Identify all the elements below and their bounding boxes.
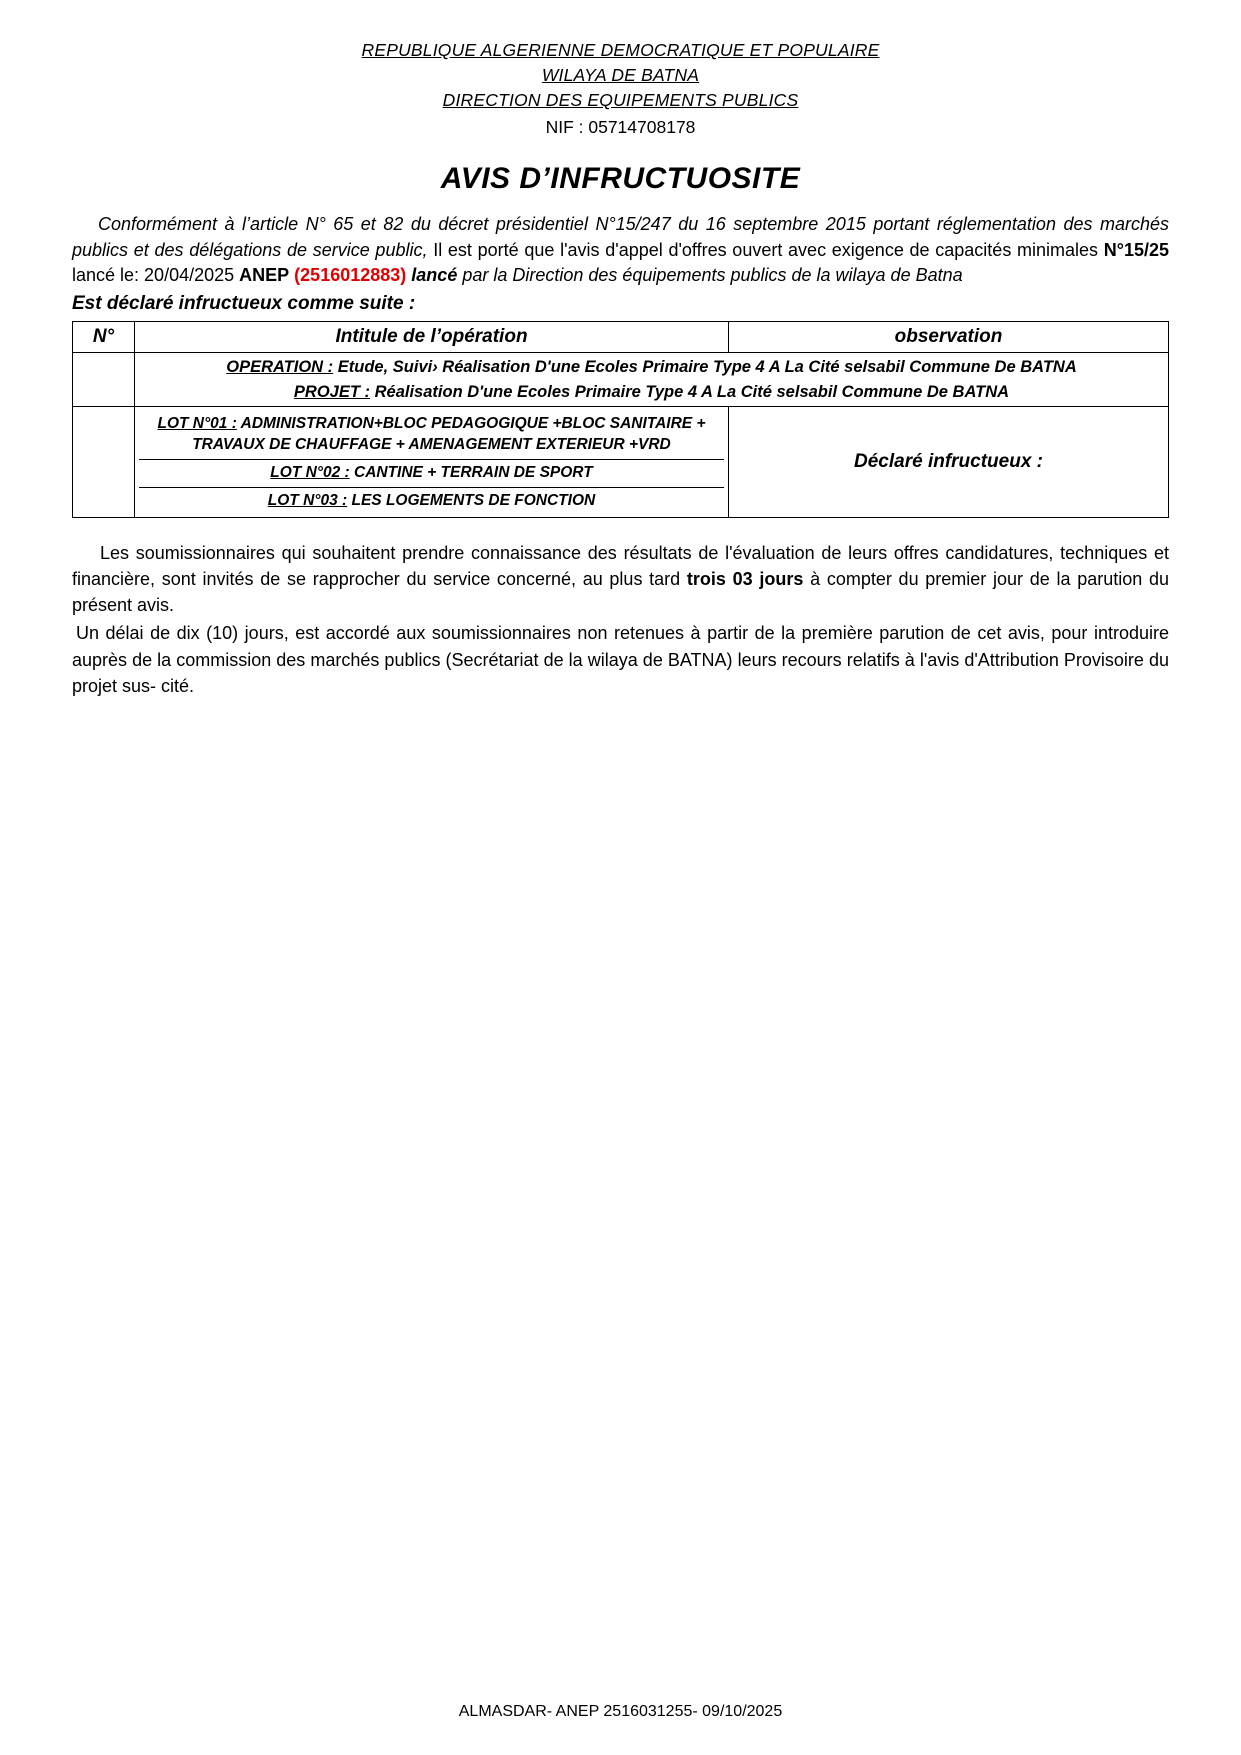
column-header-observation: observation	[729, 321, 1169, 352]
lots-cell	[135, 407, 729, 518]
lot-row	[139, 409, 724, 459]
lots-table	[139, 409, 724, 515]
page-title: AVIS D’INFRUCTUOSITE	[440, 162, 801, 196]
intro-anep-label: ANEP	[239, 265, 290, 286]
lot-1-text: ADMINISTRATION+BLOC PEDAGOGIQUE +BLOC SANITAIRE + TRAVAUX DE CHAUFFAGE + AMENAGEMENT EXTERIEUR +VRD	[192, 415, 706, 454]
body-paragraph-2: Un délai de dix (10) jours, est accordé aux soumissionnaires non retenues à partir de la première parution de cet avis, pour introduire auprès de la commission des marchés publics (Secrétariat de la wilaya de BATNA) leurs recours relatifs à l'avis d'Attribution Provisoire du projet sus- cité.	[72, 623, 1169, 696]
header-line-republic: REPUBLIQUE ALGERIENNE DEMOCRATIQUE ET POPULAIRE	[361, 40, 880, 60]
lot-row	[139, 488, 724, 515]
intro-anep-number: (2516012883)	[294, 265, 407, 286]
intro-part-2: Il est porté que l'avis d'appel d'offres ouvert avec exigence de capacités minimales	[433, 239, 1104, 260]
lot-3-text: LES LOGEMENTS DE FONCTION	[347, 492, 596, 510]
observation-cell: Déclaré infructueux :	[729, 407, 1169, 518]
projet-line	[139, 380, 1164, 405]
header-line-direction: DIRECTION DES EQUIPEMENTS PUBLICS	[442, 90, 799, 111]
lot-1-cell	[139, 409, 724, 459]
body-text	[72, 540, 1169, 699]
lot-2-cell	[139, 460, 724, 488]
lot-1-label: LOT N°01 :	[157, 415, 237, 433]
table-header-row	[73, 321, 1169, 352]
projet-text: Réalisation D'une Ecoles Primaire Type 4 A La Cité selsabil Commune De BATNA	[370, 382, 1010, 401]
document-header	[72, 38, 1169, 140]
intro-part-4: par la Direction des équipements publics de la wilaya de Batna	[457, 265, 963, 286]
lot-3-cell	[139, 488, 724, 515]
lot-2-label: LOT N°02 :	[270, 464, 350, 482]
header-line-direction-row	[72, 88, 1169, 113]
row-number-cell-empty-2	[73, 407, 135, 518]
lot-row	[139, 460, 724, 488]
operations-table	[72, 321, 1169, 518]
operation-project-cell	[135, 352, 1169, 407]
intro-paragraph	[72, 212, 1169, 289]
lot-2-text: CANTINE + TERRAIN DE SPORT	[349, 464, 593, 482]
intro-tender-number: N°15/25	[1103, 239, 1170, 260]
body-p1-part-a: Les soumissionnaires qui souhaitent prendre connaissance des résultats de l'évaluation de leurs offres candidatures, techniques et financière, sont invités de se rapprocher du service concerné, au plus tard	[72, 543, 1169, 590]
body-paragraph-1	[72, 540, 1169, 618]
operation-text: Etude, Suivi› Réalisation D'une Ecoles Primaire Type 4 A La Cité selsabil Commune De BATNA	[333, 357, 1077, 376]
intro-part-1: Conformément à l’article N° 65 et 82 du décret présidentiel N°15/247 du 16 septembre 2015 portant réglementation des marchés publics et des délégations de service public,	[72, 214, 1169, 260]
header-nif: NIF : 05714708178	[545, 117, 696, 138]
page-footer: ALMASDAR- ANEP 2516031255- 09/10/2025	[458, 1703, 783, 1720]
column-header-number: N°	[73, 321, 135, 352]
intro-lance-label: lancé	[411, 265, 458, 286]
header-nif-row	[72, 113, 1169, 140]
table-row	[73, 407, 1169, 518]
column-header-intitule: Intitule de l’opération	[135, 321, 729, 352]
declared-infructueux-line: Est déclaré infructueux comme suite :	[72, 292, 416, 314]
operation-label: OPERATION :	[226, 357, 334, 376]
intro-part-3: lancé le: 20/04/2025	[72, 265, 240, 286]
body-p1-part-c: à compter du premier jour de la parution du présent avis.	[72, 569, 1169, 616]
lot-3-label: LOT N°03 :	[267, 492, 348, 510]
body-p1-delay: trois 03 jours	[686, 569, 804, 590]
header-line-wilaya: WILAYA DE BATNA	[541, 65, 700, 86]
header-line-republic-row	[72, 38, 1169, 63]
table-row	[73, 352, 1169, 407]
operation-line	[139, 355, 1164, 380]
header-line-wilaya-row	[72, 63, 1169, 88]
row-number-cell-empty	[73, 352, 135, 407]
projet-label: PROJET :	[293, 382, 371, 401]
